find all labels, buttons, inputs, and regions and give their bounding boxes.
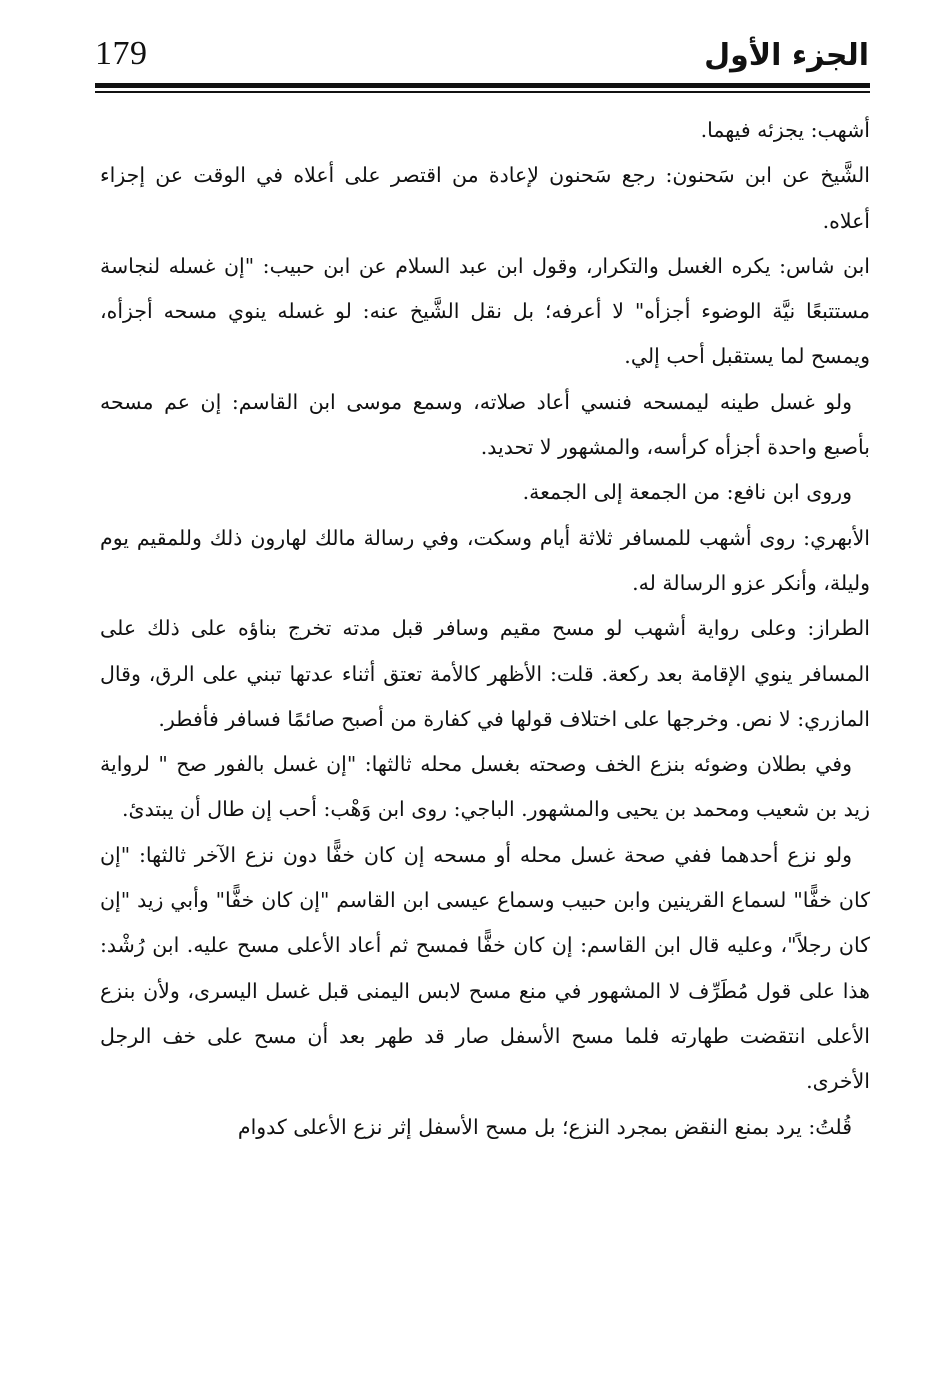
paragraph-10: قُلتُ: يرد بمنع النقض بمجرد النزع؛ بل مسح الأسفل إثر نزع الأعلى كدوام	[237, 1114, 852, 1139]
header-rule-thick	[95, 83, 870, 88]
page-number: 179	[95, 35, 148, 72]
running-header-title: الجزء الأول	[704, 38, 869, 73]
paragraph-5: وروى ابن نافع: من الجمعة إلى الجمعة.	[522, 480, 852, 505]
paragraph-7: الطراز: وعلى رواية أشهب لو مسح مقيم وسافر قبل مدته تخرج بناؤه على ذلك على المسافر ينوي الإقامة بعد ركعة. قلت: الأظهر كالأمة تعتق أثناء عدتها تبني على الرق، وقال المازري: لا نص. وخرجها على اختلاف قولها في كفارة من أصبح صائمًا فسافر فأفطر.	[100, 616, 870, 731]
header-rule-thin	[95, 91, 870, 93]
paragraph-2: الشَّيخ عن ابن سَحنون: رجع سَحنون لإعادة من اقتصر على أعلاه في الوقت عن إجزاء أعلاه.	[100, 163, 870, 233]
paragraph-9: ولو نزع أحدهما ففي صحة غسل محله أو مسحه إن كان خفًّا دون نزع الآخر ثالثها: "إن كان خفًّا" لسماع القرينين وابن حبيب وسماع عيسى ابن القاسم "إن كان خفًّا" وأبي زيد "إن كان رجلاً"، وعليه قال ابن القاسم: إن كان خفًّا فمسح ثم أعاد الأعلى مسح عليه. ابن رُشْد: هذا على قول مُطَرِّف لا المشهور في منع مسح لابس اليمنى قبل غسل اليسرى، ولأن بنزع الأعلى انتقضت طهارته فلما مسح الأسفل صار قد طهر بعد أن مسح على خف الرجل الأخرى.	[100, 842, 870, 1094]
paragraph-3: ابن شاس: يكره الغسل والتكرار، وقول ابن عبد السلام عن ابن حبيب: "إن غسله لنجاسة مستتبعًا نيَّة الوضوء أجزأه" لا أعرفه؛ بل نقل الشَّيخ عنه: لو غسله ينوي مسحه أجزأه، ويمسح لما يستقبل أحب إلي.	[100, 253, 870, 369]
paragraph-6: الأبهري: روى أشهب للمسافر ثلاثة أيام وسكت، وفي رسالة مالك لهارون ذلك وللمقيم يوم وليلة، وأنكر عزو الرسالة له.	[100, 525, 870, 595]
body-text	[100, 108, 870, 1150]
paragraph-1: أشهب: يجزئه فيهما.	[700, 118, 870, 142]
paragraph-8: وفي بطلان وضوئه بنزع الخف وصحته بغسل محله ثالثها: "إن غسل بالفور صح " لرواية زيد بن شعيب ومحمد بن يحيى والمشهور. الباجي: روى ابن وَهْب: أحب إن طال أن يبتدئ.	[100, 752, 870, 822]
paragraph-4: ولو غسل طينه ليمسحه فنسي أعاد صلاته، وسمع موسى ابن القاسم: إن عم مسحه بأصبع واحدة أجزأه كرأسه، والمشهور لا تحديد.	[100, 389, 870, 460]
